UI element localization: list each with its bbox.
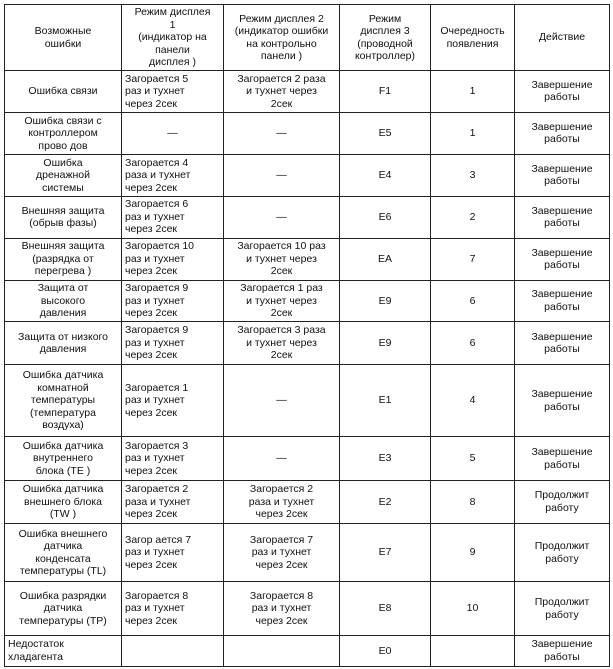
cell-order: 8 (431, 480, 515, 523)
cell-error: Ошибка датчика внешнего блока (TW ) (5, 480, 122, 523)
cell-display-mode-2: — (224, 154, 340, 196)
cell-display-mode-1: Загорается 5 раз и тухнет через 2сек (122, 71, 224, 113)
header-display-mode-1: Режим дисплея 1 (индикатор на панели дисплея ) (122, 5, 224, 71)
table-row (5, 196, 610, 238)
cell-display-mode-3: E6 (340, 196, 431, 238)
cell-action: Завершение работы (515, 154, 610, 196)
cell-display-mode-2: — (224, 112, 340, 154)
cell-error: Защита от высокого давления (5, 280, 122, 322)
header-row (5, 5, 610, 71)
cell-display-mode-3: F1 (340, 71, 431, 113)
cell-action: Завершение работы (515, 238, 610, 280)
cell-error: Ошибка датчика внутреннего блока (TE ) (5, 437, 122, 480)
cell-action: Продолжит работу (515, 524, 610, 582)
header-occurrence-order: Очередность появления (431, 5, 515, 71)
table-row (5, 364, 610, 436)
cell-error: Ошибка разрядки датчика температуры (TP) (5, 582, 122, 636)
cell-order: 4 (431, 364, 515, 436)
cell-order: 1 (431, 112, 515, 154)
cell-order: 6 (431, 322, 515, 364)
cell-order: 3 (431, 154, 515, 196)
table-row (5, 582, 610, 636)
cell-display-mode-3: E0 (340, 635, 431, 666)
header-display-mode-2: Режим дисплея 2 (индикатор ошибки на контрольно панели ) (224, 5, 340, 71)
cell-display-mode-3: E8 (340, 582, 431, 636)
cell-action: Завершение работы (515, 437, 610, 480)
cell-order: 6 (431, 280, 515, 322)
table-row (5, 635, 610, 666)
cell-display-mode-1: Загорается 1 раз и тухнет через 2сек (122, 364, 224, 436)
table-row (5, 238, 610, 280)
header-possible-errors: Возможные ошибки (5, 5, 122, 71)
cell-display-mode-2: Загорается 2 раза и тухнет через 2сек (224, 71, 340, 113)
cell-display-mode-3: EA (340, 238, 431, 280)
table-row (5, 322, 610, 364)
table-row (5, 280, 610, 322)
cell-display-mode-2: Загорается 7 раз и тухнет через 2сек (224, 524, 340, 582)
table-row (5, 524, 610, 582)
cell-display-mode-3: E9 (340, 322, 431, 364)
cell-display-mode-1 (122, 635, 224, 666)
cell-display-mode-3: E2 (340, 480, 431, 523)
cell-display-mode-3: E1 (340, 364, 431, 436)
cell-order: 5 (431, 437, 515, 480)
cell-display-mode-2: Загорается 3 раза и тухнет через 2сек (224, 322, 340, 364)
cell-order: 1 (431, 71, 515, 113)
cell-action: Завершение работы (515, 280, 610, 322)
cell-display-mode-1: Загорается 2 раза и тухнет через 2сек (122, 480, 224, 523)
cell-action: Завершение работы (515, 112, 610, 154)
cell-order: 2 (431, 196, 515, 238)
cell-order: 9 (431, 524, 515, 582)
cell-order (431, 635, 515, 666)
cell-action: Завершение работы (515, 364, 610, 436)
cell-display-mode-2: Загорается 8 раз и тухнет через 2сек (224, 582, 340, 636)
cell-display-mode-1: Загорается 9 раз и тухнет через 2сек (122, 280, 224, 322)
cell-display-mode-3: E7 (340, 524, 431, 582)
cell-display-mode-3: E9 (340, 280, 431, 322)
cell-display-mode-1: Загорается 4 раза и тухнет через 2сек (122, 154, 224, 196)
cell-display-mode-2: — (224, 364, 340, 436)
cell-display-mode-1: Загор ается 7 раз и тухнет через 2сек (122, 524, 224, 582)
cell-display-mode-1: Загорается 8 раз и тухнет через 2сек (122, 582, 224, 636)
cell-error: Ошибка связи с контроллером прово дов (5, 112, 122, 154)
cell-display-mode-2: — (224, 437, 340, 480)
cell-action: Завершение работы (515, 196, 610, 238)
cell-display-mode-1: Загорается 9 раз и тухнет через 2сек (122, 322, 224, 364)
cell-error: Ошибка внешнего датчика конденсата температуры (TL) (5, 524, 122, 582)
cell-error: Защита от низкого давления (5, 322, 122, 364)
cell-display-mode-2: — (224, 196, 340, 238)
table-row (5, 71, 610, 113)
cell-display-mode-1: Загорается 10 раз и тухнет через 2сек (122, 238, 224, 280)
cell-action: Завершение работы (515, 322, 610, 364)
cell-display-mode-2: Загорается 2 раза и тухнет через 2сек (224, 480, 340, 523)
header-action: Действие (515, 5, 610, 71)
cell-display-mode-3: E4 (340, 154, 431, 196)
cell-display-mode-2: Загорается 1 раз и тухнет через 2сек (224, 280, 340, 322)
cell-error: Ошибка датчика комнатной температуры (температура воздуха) (5, 364, 122, 436)
cell-error: Внешняя защита (обрыв фазы) (5, 196, 122, 238)
cell-error: Ошибка связи (5, 71, 122, 113)
cell-display-mode-1: Загорается 3 раз и тухнет через 2сек (122, 437, 224, 480)
cell-error: Внешняя защита (разрядка от перегрева ) (5, 238, 122, 280)
cell-display-mode-2: Загорается 10 раз и тухнет через 2сек (224, 238, 340, 280)
cell-display-mode-1: Загорается 6 раз и тухнет через 2сек (122, 196, 224, 238)
cell-action: Продолжит работу (515, 480, 610, 523)
table-row (5, 112, 610, 154)
cell-display-mode-2 (224, 635, 340, 666)
table-row (5, 437, 610, 480)
cell-display-mode-1: — (122, 112, 224, 154)
cell-order: 10 (431, 582, 515, 636)
cell-error: Недостаток хладагента (5, 635, 122, 666)
cell-action: Завершение работы (515, 635, 610, 666)
error-codes-table (4, 4, 610, 667)
cell-action: Продолжит работу (515, 582, 610, 636)
header-display-mode-3: Режим дисплея 3 (проводной контроллер) (340, 5, 431, 71)
table-row (5, 154, 610, 196)
cell-action: Завершение работы (515, 71, 610, 113)
table-row (5, 480, 610, 523)
cell-display-mode-3: E5 (340, 112, 431, 154)
cell-order: 7 (431, 238, 515, 280)
cell-error: Ошибка дренажной системы (5, 154, 122, 196)
cell-display-mode-3: E3 (340, 437, 431, 480)
